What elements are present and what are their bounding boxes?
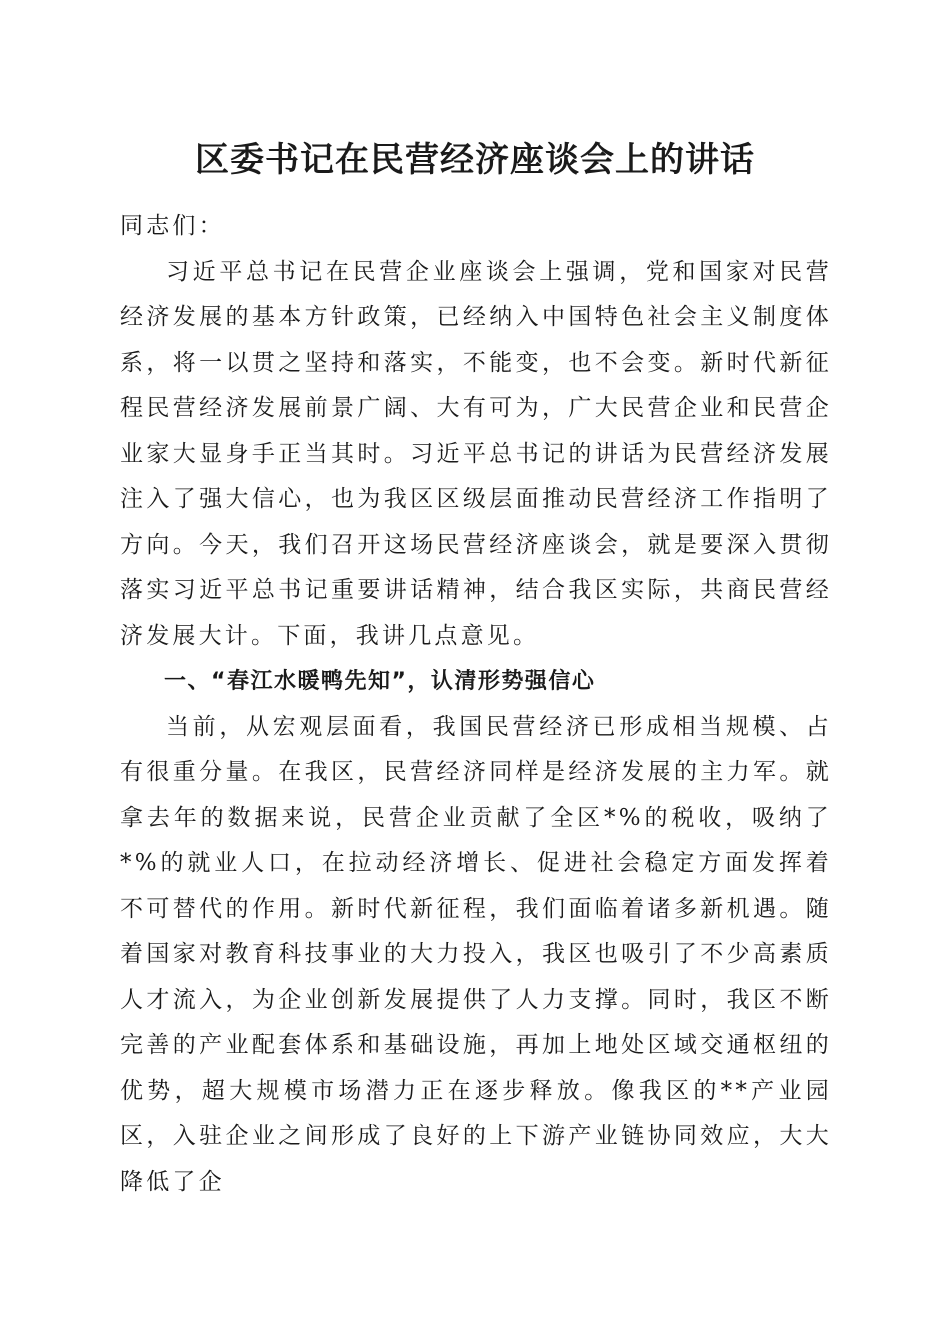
intro-paragraph: 习近平总书记在民营企业座谈会上强调，党和国家对民营经济发展的基本方针政策，已经纳入中国特色社会主义制度体系，将一以贯之坚持和落实，不能变，也不会变。新时代新征程民营经济发展前景广阔、大有可为，广大民营企业和民营企业家大显身手正当其时。习近平总书记的讲话为民营经济发展注入了强大信心，也为我区区级层面推动民营经济工作指明了方向。今天，我们召开这场民营经济座谈会，就是要深入贯彻落实习近平总书记重要讲话精神，结合我区实际，共商民营经济发展大计。下面，我讲几点意见。: [120, 258, 832, 649]
document-body: [120, 204, 832, 1205]
section-heading-1: 一、“春江水暖鸭先知”，认清形势强信心: [164, 669, 596, 694]
salutation: 同志们：: [120, 213, 225, 239]
section-1-paragraph: 当前，从宏观层面看，我国民营经济已形成相当规模、占有很重分量。在我区，民营经济同样是经济发展的主力军。就拿去年的数据来说，民营企业贡献了全区*%的税收，吸纳了*%的就业人口，在拉动经济增长、促进社会稳定方面发挥着不可替代的作用。新时代新征程，我们面临着诸多新机遇。随着国家对教育科技事业的大力投入，我区也吸引了不少高素质人才流入，为企业创新发展提供了人力支撑。同时，我区不断完善的产业配套体系和基础设施，再加上地处区域交通枢纽的优势，超大规模市场潜力正在逐步释放。像我区的**产业园区，入驻企业之间形成了良好的上下游产业链协同效应，大大降低了企: [120, 713, 832, 1195]
document-title: 区委书记在民营经济座谈会上的讲话: [195, 140, 755, 180]
